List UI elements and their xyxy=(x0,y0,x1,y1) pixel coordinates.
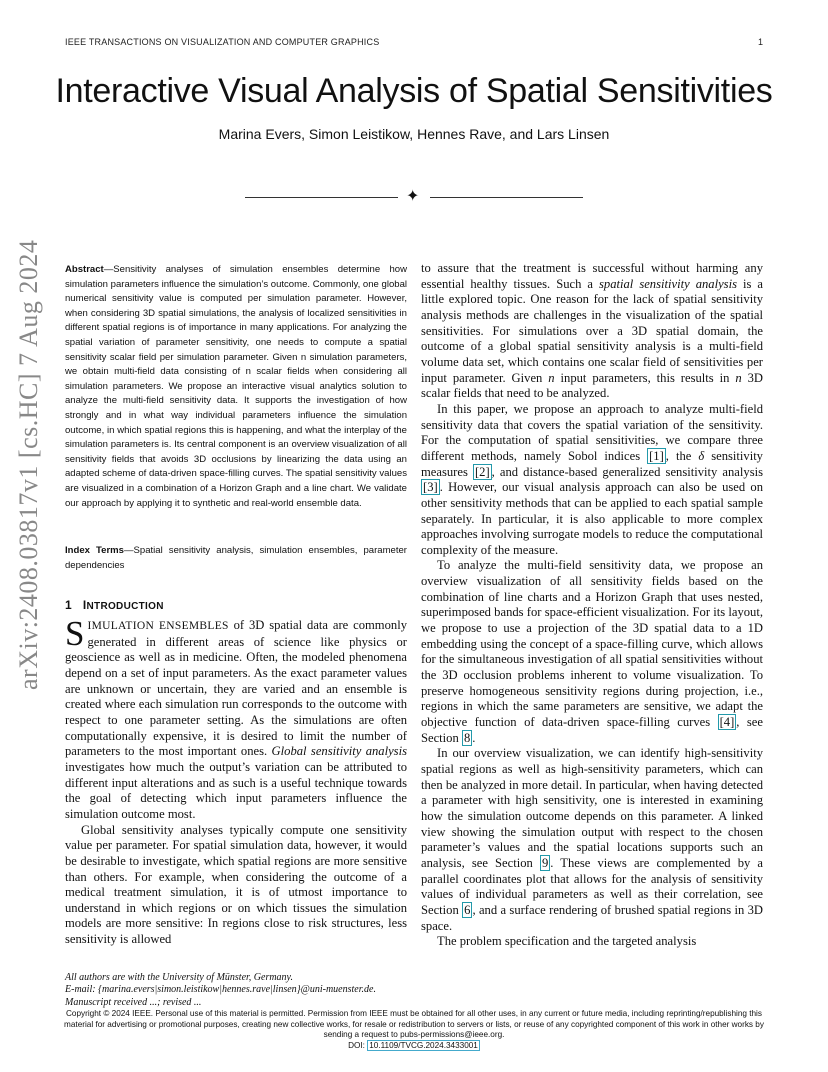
page-number: 1 xyxy=(758,37,764,47)
citation-link[interactable]: [4] xyxy=(719,715,735,730)
title-rule-right xyxy=(430,197,583,198)
body-text: input parameters, this results in xyxy=(554,370,736,385)
body-text: To analyze the multi-field sensitivity data, we propose an overview visualization of all sensitivity fields based on the combination of line charts and a Horizon Graph that uses nested, superimposed bands for space-efficient visualization. For its layout, we propose to use a projection of the 3D spatial data to a 1D embedding using the concept of a space-filling curve, which allows for the simultaneous investigation of all spatial sensitivities without the 3D occlusion problems inherent to volume visualization. To preserve homogeneous sensitivity regions during projection, i.e., regions in which the same parameters are sensitive, we adapt the objective function of data-driven space-filling curves xyxy=(421,558,763,730)
body-text: . However, our visual analysis approach can also be used on other sensitivity methods that can be applied to each spatial sample separately. In particular, it is also applicable to more complex approaches involving surrogate models to reduce the computational complexity of the measure. xyxy=(421,480,763,557)
body-text: , and distance-based generalized sensitivity analysis xyxy=(491,464,763,479)
paper-title: Interactive Visual Analysis of Spatial Sensitivities xyxy=(55,72,773,110)
body-text: . These views are complemented by a parallel coordinates plot that allows for the analysis of sensitivity values of individual parameters as well as their correlation, see Section xyxy=(421,855,763,917)
index-terms xyxy=(65,544,407,573)
index-terms-label: Index Terms xyxy=(65,545,124,556)
section-link[interactable]: 8 xyxy=(463,730,471,745)
right-column-body xyxy=(421,261,763,950)
right-paragraph-5: The problem specification and the targeted analysis xyxy=(437,934,697,949)
intro-paragraph-1 xyxy=(65,614,407,823)
copyright-text: Copyright © 2024 IEEE. Personal use of this material is permitted. Permission from IEEE must be obtained for all other uses, in any current or future media, including reprinting/republishing this material for advertising or promotional purposes, creating new collective works, for resale or redistribution to servers or lists, or reuse of any copyrighted component of this work in other works by sending a request to pubs-permissions@ieee.org. xyxy=(64,1009,764,1040)
body-text: to assure that the treatment is successful without harming any essential healthy tissues. Such a xyxy=(421,261,763,291)
math-n: n xyxy=(548,370,555,385)
right-paragraph-2 xyxy=(421,402,763,559)
intro-emphasis: Global sensitivity analysis xyxy=(271,744,407,759)
body-text: , see Section xyxy=(421,715,763,745)
math-n: n xyxy=(735,370,742,385)
footnote-email: E-mail: {marina.evers|simon.leistikow|hennes.rave|linsen}@uni-muenster.de. xyxy=(65,984,376,996)
footnote xyxy=(65,972,415,1009)
body-text: . xyxy=(472,730,476,745)
section-link[interactable]: 9 xyxy=(541,855,549,870)
citation-link[interactable]: [2] xyxy=(474,464,490,479)
left-column-body xyxy=(65,614,407,948)
math-delta: δ xyxy=(698,448,705,463)
abstract-text: —Sensitivity analyses of simulation ensembles determine how simulation parameters influence the simulation’s outcome. Commonly, one global numerical sensitivity value is computed per simulation parameter. However, when considering 3D spatial simulations, the analysis of localized sensitivities in different spatial regions is of importance in many applications. For analyzing the spatial variation of parameter sensitivity, one needs to compute a spatial sensitivity scalar field per simulation parameter. Given n simulation parameters, we obtain multi-field data consisting of n scalar fields when considering all simulation parameters. We propose an interactive visual analytics solution to analyze the multi-field sensitivity data. It supports the investigation of how strongly and in what way individual parameters influence the simulation outcome, in which spatial regions this is happening, and what the interplay of the simulation parameters is. Its central component is an overview visualization of all sensitivity fields that avoids 3D occlusions by linearizing the data using an adapted scheme of data-driven space-filling curves. The spatial sensitivity values are visualized in a combination of a Horizon Graph and a line chart. We validate our approach by applying it to synthetic and real-world ensemble data. xyxy=(65,264,407,509)
body-emphasis: spatial sensitivity analysis xyxy=(599,276,737,291)
author-list: Marina Evers, Simon Leistikow, Hennes Rave, and Lars Linsen xyxy=(218,126,610,142)
body-text: is a little explored topic. One reason for the lack of spatial sensitivity analysis methods are challenges in the visualization of the spatial sensitivities. For simulations over a 3D spatial domain, the outcome of a global spatial sensitivity analysis is a multi-field volume data set, which contains one scalar field of sensitivities per input parameter. Given xyxy=(421,276,763,385)
body-text: , the xyxy=(665,448,699,463)
abstract xyxy=(65,263,407,511)
drop-cap: S xyxy=(65,614,85,653)
right-paragraph-4 xyxy=(421,746,763,934)
intro-text: of 3D spatial data are commonly generated in different areas of science like physics or geoscience as well as in medicine. Often, the modeled phenomena depend on a set of input parameters. As the exact parameter values are unknown or uncertain, they are varied and an ensemble is created where each simulation run corresponds to the outcome with respect to one parameter setting. As the simulations are often computationally expensive, it is desired to limit the number of parameters to the most important ones. xyxy=(65,618,407,759)
footnote-manuscript: Manuscript received ...; revised ... xyxy=(65,996,202,1008)
section-heading xyxy=(65,598,164,612)
citation-link[interactable]: [1] xyxy=(649,448,664,463)
right-paragraph-1 xyxy=(421,261,763,402)
arxiv-stamp: arXiv:2408.03817v1 [cs.HC] 7 Aug 2024 xyxy=(14,239,43,690)
section-number: 1 xyxy=(65,598,72,612)
abstract-label: Abstract xyxy=(65,264,104,275)
section-title-first: I xyxy=(82,598,87,612)
doi-label: DOI: xyxy=(348,1040,368,1050)
copyright-notice xyxy=(60,1009,768,1051)
title-rule-left xyxy=(245,197,398,198)
separator-diamond-icon: ✦ xyxy=(406,186,420,205)
footnote-affiliation: All authors are with the University of Münster, Germany. xyxy=(65,972,293,983)
section-title-rest: NTRODUCTION xyxy=(86,601,164,612)
intro-smallcaps: IMULATION ENSEMBLES xyxy=(87,620,229,632)
intro-text: investigates how much the output’s variation can be attributed to different input alterations and as such is a useful technique towards the goal of detecting which input parameters influence the simulation outcome most. xyxy=(65,759,407,821)
right-paragraph-3 xyxy=(421,558,763,746)
running-header: IEEE TRANSACTIONS ON VISUALIZATION AND COMPUTER GRAPHICS xyxy=(65,37,380,47)
body-text: In this paper, we propose an approach to analyze multi-field sensitivity data that covers the spatial variation of the sensitivity. For the computation of spatial sensitivities, we compare three different methods, namely Sobol indices xyxy=(421,401,763,463)
doi-link[interactable]: 10.1109/TVCG.2024.3433001 xyxy=(369,1040,478,1050)
citation-link[interactable]: [3] xyxy=(423,480,438,495)
body-text: , and a surface rendering of brushed spatial regions in 3D space. xyxy=(421,902,763,933)
body-text: sensitivity measures xyxy=(421,448,763,479)
intro-paragraph-2: Global sensitivity analyses typically compute one sensitivity value per parameter. For spatial simulation data, however, it would be desirable to investigate, which spatial regions are more sensitive than others. For example, when considering the outcome of a medical treatment simulation, it is of utmost importance to understand in which regions or on which tissues the simulation models are more sensitive: In regions close to risk structures, less sensitivity is allowed xyxy=(65,822,407,947)
section-link[interactable]: 6 xyxy=(464,902,471,917)
body-text: In our overview visualization, we can identify high-sensitivity spatial regions as well as high-sensitivity parameters, which can then be analyzed in more detail. In particular, when having detected a parameter with high sensitivity, one is interested in examining how the simulation outcome depends on this parameter. A linked view showing the simulation output with respect to the chosen parameter’s values and the spatial locations supports such an analysis, see Section xyxy=(421,746,763,870)
index-terms-text: —Spatial sensitivity analysis, simulation ensembles, parameter dependencies xyxy=(65,545,407,571)
body-text: 3D scalar fields that need to be analyzed. xyxy=(421,370,764,401)
